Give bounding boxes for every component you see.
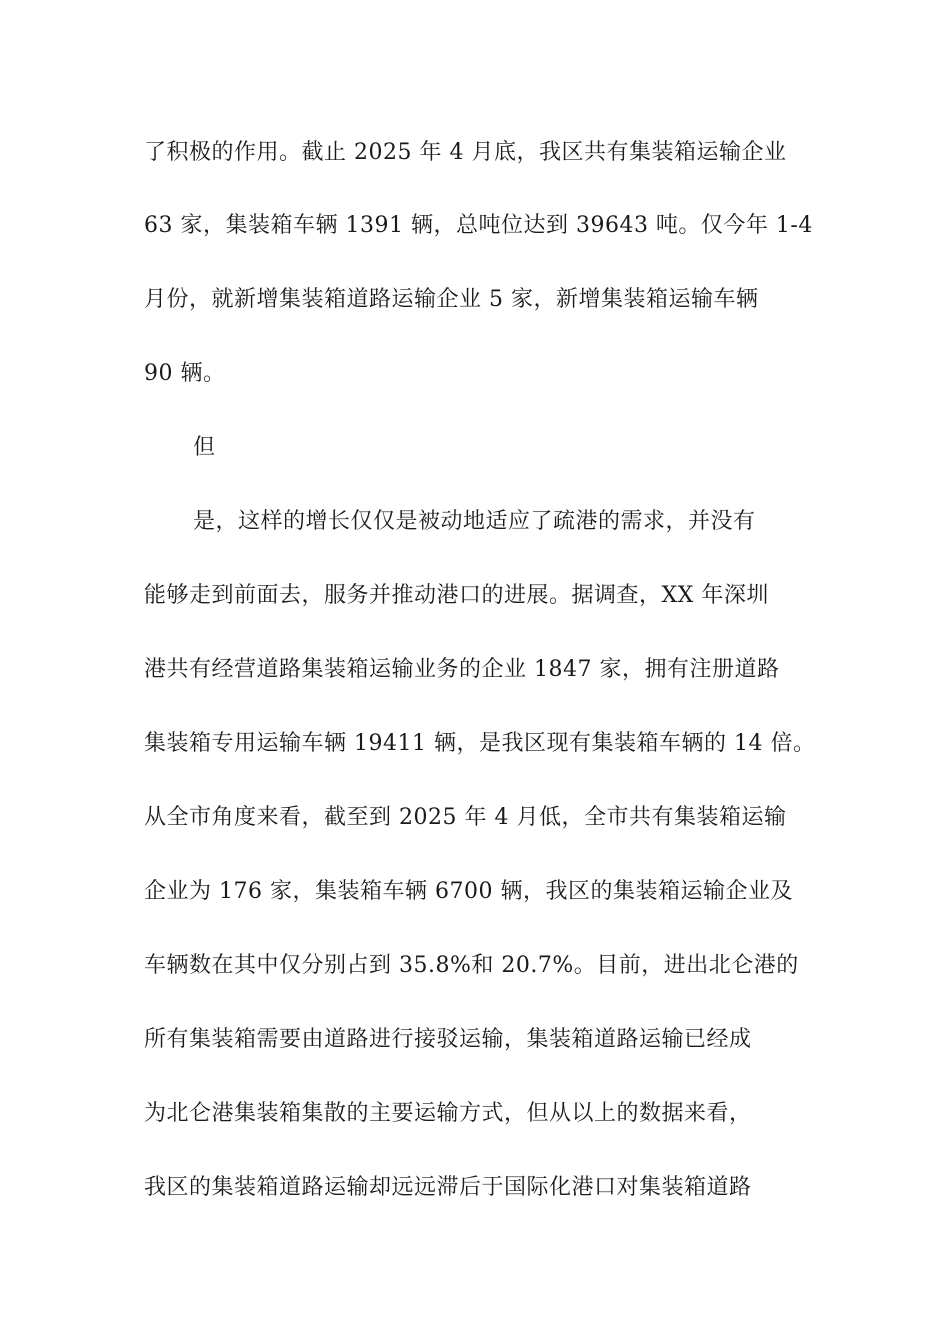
text-line: 我区的集装箱道路运输却远远滞后于国际化港口对集装箱道路	[144, 1175, 752, 1200]
text-line: 车辆数在其中仅分别占到 35.8%和 20.7%。目前，进出北仑港的	[144, 953, 799, 978]
text-line: 但	[193, 435, 216, 460]
text-line: 为北仑港集装箱集散的主要运输方式，但从以上的数据来看，	[144, 1101, 752, 1126]
text-line: 企业为 176 家，集装箱车辆 6700 辆，我区的集装箱运输企业及	[144, 879, 793, 904]
text-line: 从全市角度来看，截至到 2025 年 4 月低，全市共有集装箱运输	[144, 805, 787, 830]
text-line: 是，这样的增长仅仅是被动地适应了疏港的需求，并没有	[193, 509, 756, 534]
text-line: 了积极的作用。截止 2025 年 4 月底，我区共有集装箱运输企业	[144, 140, 787, 165]
text-line: 所有集装箱需要由道路进行接驳运输，集装箱道路运输已经成	[144, 1027, 752, 1052]
text-line: 能够走到前面去，服务并推动港口的进展。据调查，XX 年深圳	[144, 583, 769, 608]
text-line: 月份，就新增集装箱道路运输企业 5 家，新增集装箱运输车辆	[144, 287, 759, 312]
text-line: 集装箱专用运输车辆 19411 辆，是我区现有集装箱车辆的 14 倍。	[144, 731, 816, 756]
text-line: 90 辆。	[144, 361, 226, 386]
text-line: 港共有经营道路集装箱运输业务的企业 1847 家，拥有注册道路	[144, 657, 780, 682]
text-line: 63 家，集装箱车辆 1391 辆，总吨位达到 39643 吨。仅今年 1-4	[144, 213, 813, 238]
